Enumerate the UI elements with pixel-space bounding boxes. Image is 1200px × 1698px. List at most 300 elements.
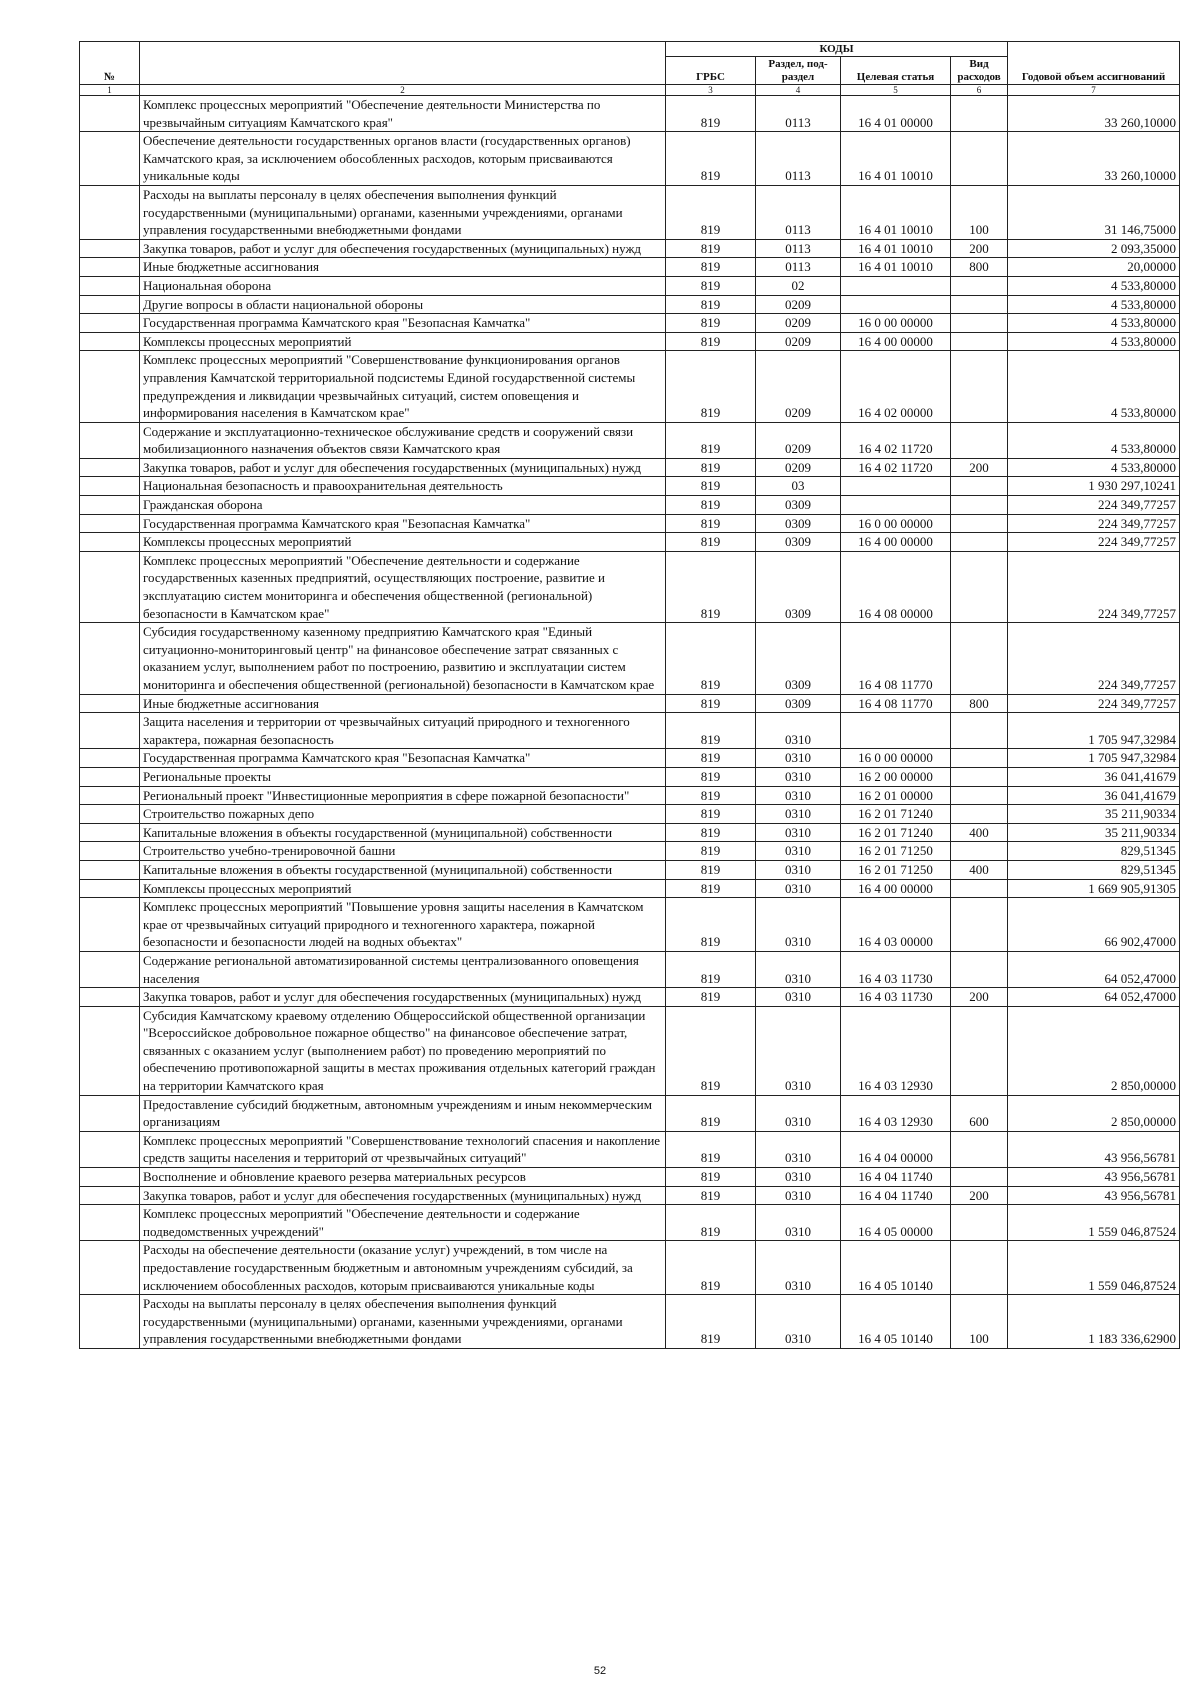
cell-amount: 1 559 046,87524 [1008, 1205, 1180, 1241]
cell-grbs: 819 [666, 767, 756, 786]
cell-section: 0209 [756, 422, 841, 458]
cell-grbs: 819 [666, 258, 756, 277]
cell-target: 16 4 04 00000 [841, 1131, 951, 1167]
table-row [80, 351, 1180, 422]
cell-number [80, 496, 140, 515]
cell-section: 0113 [756, 185, 841, 239]
cell-number [80, 295, 140, 314]
cell-section: 0209 [756, 295, 841, 314]
cell-number [80, 1168, 140, 1187]
cell-expense-type [951, 496, 1008, 515]
cell-number [80, 533, 140, 552]
cell-grbs: 819 [666, 1241, 756, 1295]
cell-target: 16 0 00 00000 [841, 749, 951, 768]
cell-target: 16 4 05 00000 [841, 1205, 951, 1241]
table-row [80, 1205, 1180, 1241]
cell-name: Содержание региональной автоматизированной системы централизованного оповещения населения [140, 951, 666, 987]
table-row [80, 694, 1180, 713]
cell-amount: 36 041,41679 [1008, 786, 1180, 805]
column-number: 6 [951, 85, 1008, 96]
cell-grbs: 819 [666, 1205, 756, 1241]
cell-target [841, 477, 951, 496]
cell-section: 0310 [756, 713, 841, 749]
cell-amount: 224 349,77257 [1008, 496, 1180, 515]
cell-grbs: 819 [666, 185, 756, 239]
cell-amount: 4 533,80000 [1008, 422, 1180, 458]
cell-name: Расходы на выплаты персоналу в целях обеспечения выполнения функций государственными (муниципальными) органами, казенными учреждениями, органами управления государственными внебюджетными фондами [140, 185, 666, 239]
cell-amount: 4 533,80000 [1008, 314, 1180, 333]
cell-expense-type [951, 951, 1008, 987]
cell-section: 0209 [756, 314, 841, 333]
cell-grbs: 819 [666, 898, 756, 952]
cell-amount: 1 183 336,62900 [1008, 1295, 1180, 1349]
table-row [80, 1168, 1180, 1187]
cell-grbs: 819 [666, 749, 756, 768]
cell-name: Комплексы процессных мероприятий [140, 332, 666, 351]
cell-grbs: 819 [666, 623, 756, 694]
cell-amount: 43 956,56781 [1008, 1168, 1180, 1187]
cell-section: 0310 [756, 749, 841, 768]
cell-amount: 224 349,77257 [1008, 551, 1180, 622]
cell-section: 0310 [756, 898, 841, 952]
cell-amount: 31 146,75000 [1008, 185, 1180, 239]
cell-target: 16 2 00 00000 [841, 767, 951, 786]
cell-target: 16 4 08 00000 [841, 551, 951, 622]
cell-section: 0310 [756, 805, 841, 824]
cell-number [80, 96, 140, 132]
cell-amount: 4 533,80000 [1008, 458, 1180, 477]
cell-name: Иные бюджетные ассигнования [140, 258, 666, 277]
cell-name: Субсидия государственному казенному предприятию Камчатского края "Единый ситуационно-мониторинговый центр" на финансовое обеспечение затрат связанных с оказанием услуг, выполнением работ по построению, развитию и эксплуатации систем мониторинга и обеспечения общественной (региональной) безопасности в Камчатском крае [140, 623, 666, 694]
cell-grbs: 819 [666, 477, 756, 496]
cell-name: Комплексы процессных мероприятий [140, 533, 666, 552]
cell-expense-type [951, 749, 1008, 768]
header-row-top [80, 42, 1180, 57]
cell-amount: 829,51345 [1008, 842, 1180, 861]
cell-number [80, 458, 140, 477]
cell-section: 0309 [756, 551, 841, 622]
cell-number [80, 1205, 140, 1241]
cell-grbs: 819 [666, 860, 756, 879]
cell-number [80, 786, 140, 805]
cell-number [80, 623, 140, 694]
cell-section: 0113 [756, 132, 841, 186]
cell-expense-type [951, 1241, 1008, 1295]
cell-name: Другие вопросы в области национальной обороны [140, 295, 666, 314]
table-row [80, 276, 1180, 295]
cell-section: 0310 [756, 1186, 841, 1205]
cell-grbs: 819 [666, 988, 756, 1007]
table-row [80, 496, 1180, 515]
table-row [80, 1241, 1180, 1295]
cell-number [80, 276, 140, 295]
cell-target: 16 4 00 00000 [841, 332, 951, 351]
cell-target: 16 2 01 71250 [841, 860, 951, 879]
cell-number [80, 951, 140, 987]
table-row [80, 842, 1180, 861]
cell-amount: 224 349,77257 [1008, 514, 1180, 533]
cell-target: 16 2 01 71240 [841, 805, 951, 824]
cell-target [841, 276, 951, 295]
cell-section: 0310 [756, 786, 841, 805]
cell-target: 16 4 03 11730 [841, 951, 951, 987]
cell-section: 0310 [756, 1241, 841, 1295]
cell-section: 0310 [756, 767, 841, 786]
cell-section: 0310 [756, 823, 841, 842]
cell-name: Комплекс процессных мероприятий "Совершенствование технологий спасения и накопление средств защиты населения и территорий от чрезвычайных ситуаций" [140, 1131, 666, 1167]
cell-target: 16 2 01 71250 [841, 842, 951, 861]
cell-amount: 1 705 947,32984 [1008, 713, 1180, 749]
cell-target: 16 4 03 12930 [841, 1006, 951, 1095]
cell-expense-type [951, 351, 1008, 422]
cell-section: 0309 [756, 533, 841, 552]
cell-expense-type [951, 786, 1008, 805]
cell-target: 16 0 00 00000 [841, 514, 951, 533]
cell-amount: 224 349,77257 [1008, 533, 1180, 552]
budget-sheet [79, 41, 1179, 1349]
table-row [80, 823, 1180, 842]
cell-name: Капитальные вложения в объекты государственной (муниципальной) собственности [140, 823, 666, 842]
cell-name: Государственная программа Камчатского края "Безопасная Камчатка" [140, 514, 666, 533]
cell-amount: 2 850,00000 [1008, 1006, 1180, 1095]
cell-amount: 2 093,35000 [1008, 239, 1180, 258]
column-number: 4 [756, 85, 841, 96]
cell-name: Комплекс процессных мероприятий "Обеспечение деятельности и содержание подведомственных учреждений" [140, 1205, 666, 1241]
cell-expense-type [951, 879, 1008, 898]
cell-number [80, 767, 140, 786]
cell-number [80, 422, 140, 458]
cell-name: Закупка товаров, работ и услуг для обеспечения государственных (муниципальных) нужд [140, 1186, 666, 1205]
cell-name: Национальная безопасность и правоохранительная деятельность [140, 477, 666, 496]
cell-target: 16 4 04 11740 [841, 1186, 951, 1205]
cell-number [80, 132, 140, 186]
cell-grbs: 819 [666, 496, 756, 515]
cell-expense-type: 400 [951, 823, 1008, 842]
table-row [80, 1131, 1180, 1167]
cell-number [80, 332, 140, 351]
cell-grbs: 819 [666, 713, 756, 749]
cell-target: 16 4 02 11720 [841, 422, 951, 458]
cell-expense-type [951, 314, 1008, 333]
cell-section: 0310 [756, 1168, 841, 1187]
cell-target: 16 4 03 11730 [841, 988, 951, 1007]
cell-grbs: 819 [666, 805, 756, 824]
table-row [80, 458, 1180, 477]
table-row [80, 623, 1180, 694]
cell-section: 0310 [756, 1006, 841, 1095]
table-row [80, 332, 1180, 351]
table-row [80, 477, 1180, 496]
cell-expense-type: 200 [951, 988, 1008, 1007]
cell-number [80, 842, 140, 861]
cell-number [80, 898, 140, 952]
cell-target: 16 2 01 00000 [841, 786, 951, 805]
cell-expense-type [951, 533, 1008, 552]
cell-target: 16 2 01 71240 [841, 823, 951, 842]
cell-name: Строительство пожарных депо [140, 805, 666, 824]
cell-expense-type [951, 1168, 1008, 1187]
cell-grbs: 819 [666, 823, 756, 842]
cell-amount: 4 533,80000 [1008, 351, 1180, 422]
header-codes: КОДЫ [666, 42, 1008, 57]
cell-number [80, 749, 140, 768]
table-row [80, 132, 1180, 186]
cell-number [80, 694, 140, 713]
cell-grbs: 819 [666, 1168, 756, 1187]
cell-expense-type: 400 [951, 860, 1008, 879]
cell-section: 03 [756, 477, 841, 496]
table-row [80, 1006, 1180, 1095]
cell-expense-type: 200 [951, 1186, 1008, 1205]
cell-grbs: 819 [666, 533, 756, 552]
cell-section: 0310 [756, 1205, 841, 1241]
cell-amount: 4 533,80000 [1008, 276, 1180, 295]
header-num: № [80, 42, 140, 85]
cell-expense-type: 100 [951, 1295, 1008, 1349]
table-row [80, 258, 1180, 277]
cell-name: Комплекс процессных мероприятий "Обеспечение деятельности Министерства по чрезвычайным ситуациям Камчатского края" [140, 96, 666, 132]
cell-number [80, 713, 140, 749]
cell-grbs: 819 [666, 551, 756, 622]
cell-grbs: 819 [666, 1186, 756, 1205]
cell-section: 0310 [756, 860, 841, 879]
cell-target: 16 4 08 11770 [841, 694, 951, 713]
cell-section: 0310 [756, 1095, 841, 1131]
cell-amount: 33 260,10000 [1008, 132, 1180, 186]
cell-expense-type: 200 [951, 458, 1008, 477]
cell-expense-type [951, 295, 1008, 314]
cell-section: 0310 [756, 879, 841, 898]
cell-target: 16 4 01 10010 [841, 185, 951, 239]
table-row [80, 749, 1180, 768]
cell-amount: 1 705 947,32984 [1008, 749, 1180, 768]
cell-section: 0113 [756, 96, 841, 132]
header-name [140, 42, 666, 85]
cell-expense-type [951, 767, 1008, 786]
table-row [80, 713, 1180, 749]
table-row [80, 295, 1180, 314]
table-row [80, 422, 1180, 458]
cell-target [841, 496, 951, 515]
cell-amount: 20,00000 [1008, 258, 1180, 277]
cell-section: 0310 [756, 842, 841, 861]
table-row [80, 1295, 1180, 1349]
cell-section: 0209 [756, 332, 841, 351]
cell-name: Расходы на выплаты персоналу в целях обеспечения выполнения функций государственными (муниципальными) органами, казенными учреждениями, органами управления государственными внебюджетными фондами [140, 1295, 666, 1349]
budget-table [79, 41, 1180, 1349]
cell-name: Предоставление субсидий бюджетным, автономным учреждениям и иным некоммерческим организациям [140, 1095, 666, 1131]
cell-grbs: 819 [666, 351, 756, 422]
cell-amount: 33 260,10000 [1008, 96, 1180, 132]
cell-number [80, 1095, 140, 1131]
cell-grbs: 819 [666, 332, 756, 351]
header-amount: Годовой объем ассигнований [1008, 42, 1180, 85]
cell-amount: 64 052,47000 [1008, 988, 1180, 1007]
table-row [80, 898, 1180, 952]
cell-grbs: 819 [666, 842, 756, 861]
cell-grbs: 819 [666, 1006, 756, 1095]
cell-amount: 2 850,00000 [1008, 1095, 1180, 1131]
cell-section: 0209 [756, 458, 841, 477]
column-number: 7 [1008, 85, 1180, 96]
cell-expense-type [951, 96, 1008, 132]
cell-name: Закупка товаров, работ и услуг для обеспечения государственных (муниципальных) нужд [140, 458, 666, 477]
cell-number [80, 1186, 140, 1205]
cell-expense-type [951, 276, 1008, 295]
cell-grbs: 819 [666, 786, 756, 805]
cell-section: 0309 [756, 514, 841, 533]
cell-section: 0309 [756, 694, 841, 713]
cell-target: 16 4 01 10010 [841, 239, 951, 258]
cell-amount: 224 349,77257 [1008, 623, 1180, 694]
cell-target: 16 4 00 00000 [841, 879, 951, 898]
cell-amount: 43 956,56781 [1008, 1186, 1180, 1205]
table-row [80, 879, 1180, 898]
cell-amount: 66 902,47000 [1008, 898, 1180, 952]
cell-name: Защита населения и территории от чрезвычайных ситуаций природного и техногенного характера, пожарная безопасность [140, 713, 666, 749]
table-row [80, 988, 1180, 1007]
table-row [80, 533, 1180, 552]
cell-target [841, 295, 951, 314]
cell-target [841, 713, 951, 749]
table-row [80, 786, 1180, 805]
cell-number [80, 239, 140, 258]
cell-expense-type [951, 898, 1008, 952]
cell-section: 0310 [756, 951, 841, 987]
cell-section: 0209 [756, 351, 841, 422]
table-row [80, 767, 1180, 786]
table-body [80, 96, 1180, 1349]
cell-expense-type [951, 842, 1008, 861]
cell-number [80, 477, 140, 496]
cell-number [80, 314, 140, 333]
cell-expense-type [951, 1006, 1008, 1095]
cell-name: Строительство учебно-тренировочной башни [140, 842, 666, 861]
cell-amount: 829,51345 [1008, 860, 1180, 879]
cell-name: Комплексы процессных мероприятий [140, 879, 666, 898]
cell-grbs: 819 [666, 239, 756, 258]
cell-number [80, 1295, 140, 1349]
table-row [80, 805, 1180, 824]
cell-target: 16 4 03 12930 [841, 1095, 951, 1131]
cell-amount: 64 052,47000 [1008, 951, 1180, 987]
cell-grbs: 819 [666, 132, 756, 186]
header-section: Раздел, под-раздел [756, 57, 841, 85]
cell-number [80, 823, 140, 842]
cell-expense-type: 200 [951, 239, 1008, 258]
cell-name: Закупка товаров, работ и услуг для обеспечения государственных (муниципальных) нужд [140, 988, 666, 1007]
cell-name: Государственная программа Камчатского края "Безопасная Камчатка" [140, 314, 666, 333]
cell-amount: 1 559 046,87524 [1008, 1241, 1180, 1295]
cell-name: Восполнение и обновление краевого резерва материальных ресурсов [140, 1168, 666, 1187]
cell-name: Комплекс процессных мероприятий "Совершенствование функционирования органов управления Камчатской территориальной подсистемы Единой государственной системы предупреждения и ликвидации чрезвычайных ситуаций, систем оповещения и информирования населения в Камчатском крае" [140, 351, 666, 422]
cell-name: Закупка товаров, работ и услуг для обеспечения государственных (муниципальных) нужд [140, 239, 666, 258]
cell-expense-type [951, 551, 1008, 622]
cell-expense-type [951, 1205, 1008, 1241]
cell-grbs: 819 [666, 276, 756, 295]
cell-grbs: 819 [666, 1095, 756, 1131]
cell-amount: 4 533,80000 [1008, 295, 1180, 314]
cell-name: Региональный проект "Инвестиционные мероприятия в сфере пожарной безопасности" [140, 786, 666, 805]
cell-amount: 35 211,90334 [1008, 823, 1180, 842]
column-number: 2 [140, 85, 666, 96]
column-number: 3 [666, 85, 756, 96]
cell-amount: 43 956,56781 [1008, 1131, 1180, 1167]
cell-name: Субсидия Камчатскому краевому отделению Общероссийской общественной организации "Всероссийское добровольное пожарное общество" на финансовое обеспечение затрат, связанных с оказанием услуг (выполнением работ) по проведению мероприятий по обеспечению противопожарной защиты в местах проживания отдельных категорий граждан на территории Камчатского края [140, 1006, 666, 1095]
cell-name: Обеспечение деятельности государственных органов власти (государственных органов) Камчатского края, за исключением обособленных расходов, которым присваиваются уникальные коды [140, 132, 666, 186]
header-grbs: ГРБС [666, 57, 756, 85]
cell-grbs: 819 [666, 96, 756, 132]
cell-target: 16 4 02 00000 [841, 351, 951, 422]
cell-amount: 4 533,80000 [1008, 332, 1180, 351]
column-number-row [80, 85, 1180, 96]
cell-grbs: 819 [666, 1131, 756, 1167]
cell-target: 16 4 02 11720 [841, 458, 951, 477]
cell-expense-type [951, 332, 1008, 351]
cell-target: 16 0 00 00000 [841, 314, 951, 333]
cell-amount: 224 349,77257 [1008, 694, 1180, 713]
cell-number [80, 258, 140, 277]
cell-number [80, 860, 140, 879]
cell-section: 0310 [756, 988, 841, 1007]
cell-section: 0310 [756, 1295, 841, 1349]
cell-name: Региональные проекты [140, 767, 666, 786]
cell-name: Национальная оборона [140, 276, 666, 295]
table-row [80, 551, 1180, 622]
header-target: Целевая статья [841, 57, 951, 85]
cell-name: Комплекс процессных мероприятий "Обеспечение деятельности и содержание государственных казенных предприятий, осуществляющих построение, развитие и эксплуатацию систем мониторинга и обеспечения общественной (региональной) безопасности в Камчатском крае" [140, 551, 666, 622]
cell-expense-type [951, 1131, 1008, 1167]
cell-expense-type: 800 [951, 258, 1008, 277]
cell-target: 16 4 05 10140 [841, 1241, 951, 1295]
cell-name: Государственная программа Камчатского края "Безопасная Камчатка" [140, 749, 666, 768]
cell-expense-type [951, 132, 1008, 186]
cell-expense-type [951, 477, 1008, 496]
cell-expense-type [951, 713, 1008, 749]
cell-name: Содержание и эксплуатационно-техническое обслуживание средств и сооружений связи мобилизационного назначения объектов связи Камчатского края [140, 422, 666, 458]
table-row [80, 239, 1180, 258]
cell-number [80, 514, 140, 533]
cell-amount: 35 211,90334 [1008, 805, 1180, 824]
cell-expense-type [951, 514, 1008, 533]
cell-grbs: 819 [666, 458, 756, 477]
cell-name: Комплекс процессных мероприятий "Повышение уровня защиты населения в Камчатском крае от чрезвычайных ситуаций природного и техногенного характера, пожарной безопасности и безопасности людей на водных объектах" [140, 898, 666, 952]
table-row [80, 96, 1180, 132]
cell-grbs: 819 [666, 1295, 756, 1349]
header-expense-type: Вид расходов [951, 57, 1008, 85]
cell-number [80, 1131, 140, 1167]
column-number: 5 [841, 85, 951, 96]
table-row [80, 860, 1180, 879]
cell-target: 16 4 01 10010 [841, 132, 951, 186]
cell-section: 0113 [756, 239, 841, 258]
cell-expense-type: 800 [951, 694, 1008, 713]
cell-name: Иные бюджетные ассигнования [140, 694, 666, 713]
table-row [80, 314, 1180, 333]
cell-target: 16 4 01 10010 [841, 258, 951, 277]
cell-target: 16 4 05 10140 [841, 1295, 951, 1349]
cell-grbs: 819 [666, 295, 756, 314]
cell-number [80, 1241, 140, 1295]
cell-number [80, 351, 140, 422]
cell-grbs: 819 [666, 951, 756, 987]
column-number: 1 [80, 85, 140, 96]
cell-name: Капитальные вложения в объекты государственной (муниципальной) собственности [140, 860, 666, 879]
table-row [80, 514, 1180, 533]
table-row [80, 1095, 1180, 1131]
cell-expense-type [951, 805, 1008, 824]
cell-number [80, 988, 140, 1007]
